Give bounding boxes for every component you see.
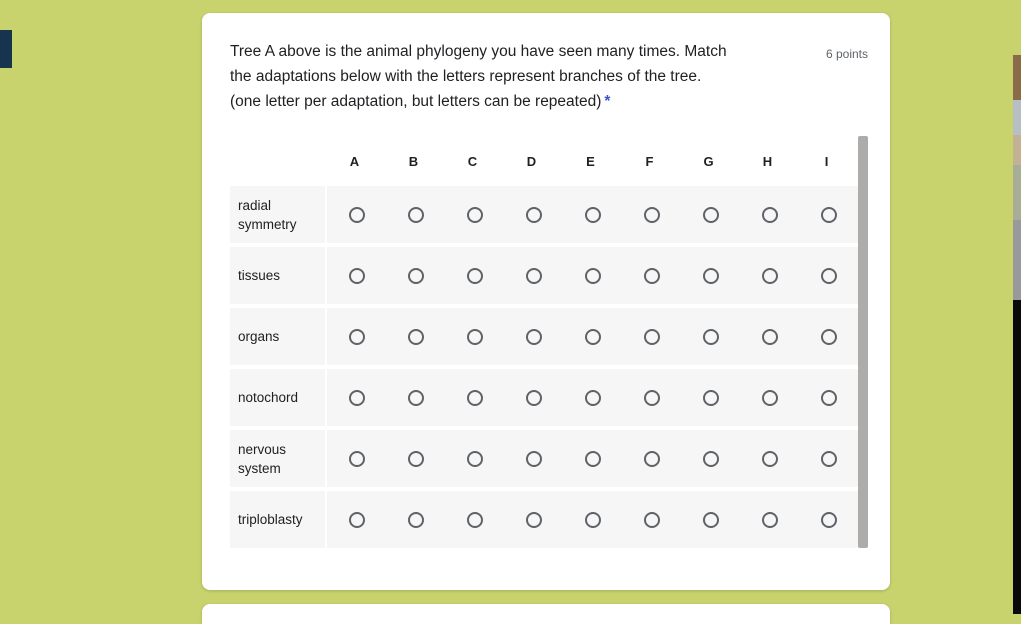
row-label: organs [230,308,325,365]
radio-cell[interactable] [563,186,622,243]
row-cells [327,369,858,426]
grid-header-row [230,136,858,186]
radio-notochord-c[interactable] [467,390,483,406]
radio-cell[interactable] [445,430,504,487]
radio-nervous-system-a[interactable] [349,451,365,467]
left-edge-notch [0,30,12,68]
row-label: triploblasty [230,491,325,548]
radio-triploblasty-f[interactable] [644,512,660,528]
radio-cell[interactable] [563,247,622,304]
radio-organs-c[interactable] [467,329,483,345]
grid-row-tissues [230,247,858,304]
row-cells [327,491,858,548]
radio-cell[interactable] [386,186,445,243]
grid-row-organs [230,308,858,365]
radio-cell[interactable] [740,186,799,243]
radio-cell[interactable] [504,186,563,243]
radio-cell[interactable] [445,186,504,243]
radio-cell[interactable] [681,247,740,304]
radio-cell[interactable] [681,491,740,548]
radio-nervous-system-e[interactable] [585,451,601,467]
radio-organs-b[interactable] [408,329,424,345]
radio-tissues-g[interactable] [703,268,719,284]
grid-scrollbar[interactable] [858,136,868,548]
radio-cell[interactable] [563,369,622,426]
radio-triploblasty-i[interactable] [821,512,837,528]
row-label: nervous system [230,430,325,487]
row-label: radial symmetry [230,186,325,243]
radio-cell[interactable] [563,308,622,365]
radio-cell[interactable] [622,247,681,304]
radio-triploblasty-e[interactable] [585,512,601,528]
radio-organs-e[interactable] [585,329,601,345]
column-header-b: B [408,153,419,169]
question-line: Tree A above is the animal phylogeny you have seen many times. Match [230,43,727,60]
radio-notochord-f[interactable] [644,390,660,406]
column-header-e: E [586,153,595,169]
radio-cell[interactable] [740,308,799,365]
radio-nervous-system-d[interactable] [526,451,542,467]
radio-organs-d[interactable] [526,329,542,345]
radio-tissues-i[interactable] [821,268,837,284]
radio-cell[interactable] [386,491,445,548]
radio-cell[interactable] [445,308,504,365]
grid-row-nervous-system [230,430,858,487]
radio-cell[interactable] [504,369,563,426]
radio-cell[interactable] [445,369,504,426]
grid-scrollbar-thumb[interactable] [858,136,868,548]
radio-nervous-system-c[interactable] [467,451,483,467]
radio-triploblasty-d[interactable] [526,512,542,528]
radio-cell[interactable] [386,247,445,304]
radio-cell[interactable] [799,369,858,426]
radio-cell[interactable] [563,430,622,487]
radio-cell[interactable] [327,430,386,487]
radio-cell[interactable] [681,430,740,487]
radio-cell[interactable] [327,369,386,426]
radio-cell[interactable] [563,491,622,548]
radio-radial-symmetry-c[interactable] [467,207,483,223]
radio-triploblasty-b[interactable] [408,512,424,528]
radio-cell[interactable] [740,430,799,487]
radio-cell[interactable] [740,491,799,548]
row-cells [327,308,858,365]
radio-tissues-b[interactable] [408,268,424,284]
radio-triploblasty-g[interactable] [703,512,719,528]
radio-cell[interactable] [445,247,504,304]
radio-cell[interactable] [799,186,858,243]
radio-tissues-d[interactable] [526,268,542,284]
radio-radial-symmetry-h[interactable] [762,207,778,223]
radio-cell[interactable] [799,308,858,365]
row-cells [327,247,858,304]
radio-notochord-a[interactable] [349,390,365,406]
radio-cell[interactable] [681,186,740,243]
radio-nervous-system-i[interactable] [821,451,837,467]
radio-organs-f[interactable] [644,329,660,345]
radio-notochord-d[interactable] [526,390,542,406]
radio-radial-symmetry-g[interactable] [703,207,719,223]
radio-cell[interactable] [504,247,563,304]
radio-cell[interactable] [622,308,681,365]
radio-cell[interactable] [504,430,563,487]
radio-radial-symmetry-f[interactable] [644,207,660,223]
radio-tissues-a[interactable] [349,268,365,284]
radio-cell[interactable] [386,369,445,426]
radio-tissues-f[interactable] [644,268,660,284]
radio-cell[interactable] [504,308,563,365]
radio-cell[interactable] [740,369,799,426]
question-header [230,39,868,114]
column-header-h: H [762,153,773,169]
radio-cell[interactable] [386,308,445,365]
points-label: 6 points [825,47,868,61]
radio-triploblasty-h[interactable] [762,512,778,528]
row-cells [327,430,858,487]
question-line: the adaptations below with the letters represent branches of the tree. [230,68,702,85]
radio-radial-symmetry-i[interactable] [821,207,837,223]
radio-cell[interactable] [799,430,858,487]
radio-notochord-e[interactable] [585,390,601,406]
radio-nervous-system-h[interactable] [762,451,778,467]
radio-cell[interactable] [327,186,386,243]
radio-triploblasty-a[interactable] [349,512,365,528]
answer-grid [230,136,868,548]
grid-body [230,186,858,548]
row-label: tissues [230,247,325,304]
radio-notochord-h[interactable] [762,390,778,406]
radio-cell[interactable] [504,491,563,548]
radio-radial-symmetry-e[interactable] [585,207,601,223]
radio-cell[interactable] [386,430,445,487]
radio-tissues-c[interactable] [467,268,483,284]
radio-triploblasty-c[interactable] [467,512,483,528]
radio-cell[interactable] [327,308,386,365]
radio-notochord-g[interactable] [703,390,719,406]
column-header-d: D [526,153,537,169]
radio-cell[interactable] [327,491,386,548]
radio-radial-symmetry-b[interactable] [408,207,424,223]
radio-organs-h[interactable] [762,329,778,345]
radio-cell[interactable] [327,247,386,304]
radio-tissues-e[interactable] [585,268,601,284]
radio-cell[interactable] [445,491,504,548]
radio-nervous-system-b[interactable] [408,451,424,467]
grid-row-triploblasty [230,491,858,548]
screen-right-edge [1013,0,1021,614]
radio-organs-i[interactable] [821,329,837,345]
radio-tissues-h[interactable] [762,268,778,284]
row-label: notochord [230,369,325,426]
column-header-f: F [645,153,654,169]
radio-cell[interactable] [622,186,681,243]
radio-cell[interactable] [681,369,740,426]
column-header-i: I [824,153,829,169]
required-asterisk: * [604,93,611,110]
next-question-card [202,604,890,624]
radio-cell[interactable] [799,491,858,548]
radio-cell[interactable] [622,369,681,426]
radio-cell[interactable] [681,308,740,365]
grid-table [230,136,858,548]
question-line: (one letter per adaptation, but letters can be repeated) * [230,93,611,110]
radio-radial-symmetry-a[interactable] [349,207,365,223]
question-text [230,39,814,114]
radio-organs-a[interactable] [349,329,365,345]
radio-cell[interactable] [740,247,799,304]
grid-row-radial-symmetry [230,186,858,243]
column-header-a: A [349,153,360,169]
radio-cell[interactable] [622,491,681,548]
column-header-c: C [467,153,478,169]
radio-organs-g[interactable] [703,329,719,345]
radio-nervous-system-f[interactable] [644,451,660,467]
radio-cell[interactable] [799,247,858,304]
radio-notochord-b[interactable] [408,390,424,406]
radio-notochord-i[interactable] [821,390,837,406]
row-cells [327,186,858,243]
radio-radial-symmetry-d[interactable] [526,207,542,223]
question-card [202,13,890,590]
column-header-g: G [703,153,714,169]
grid-row-notochord [230,369,858,426]
radio-cell[interactable] [622,430,681,487]
radio-nervous-system-g[interactable] [703,451,719,467]
